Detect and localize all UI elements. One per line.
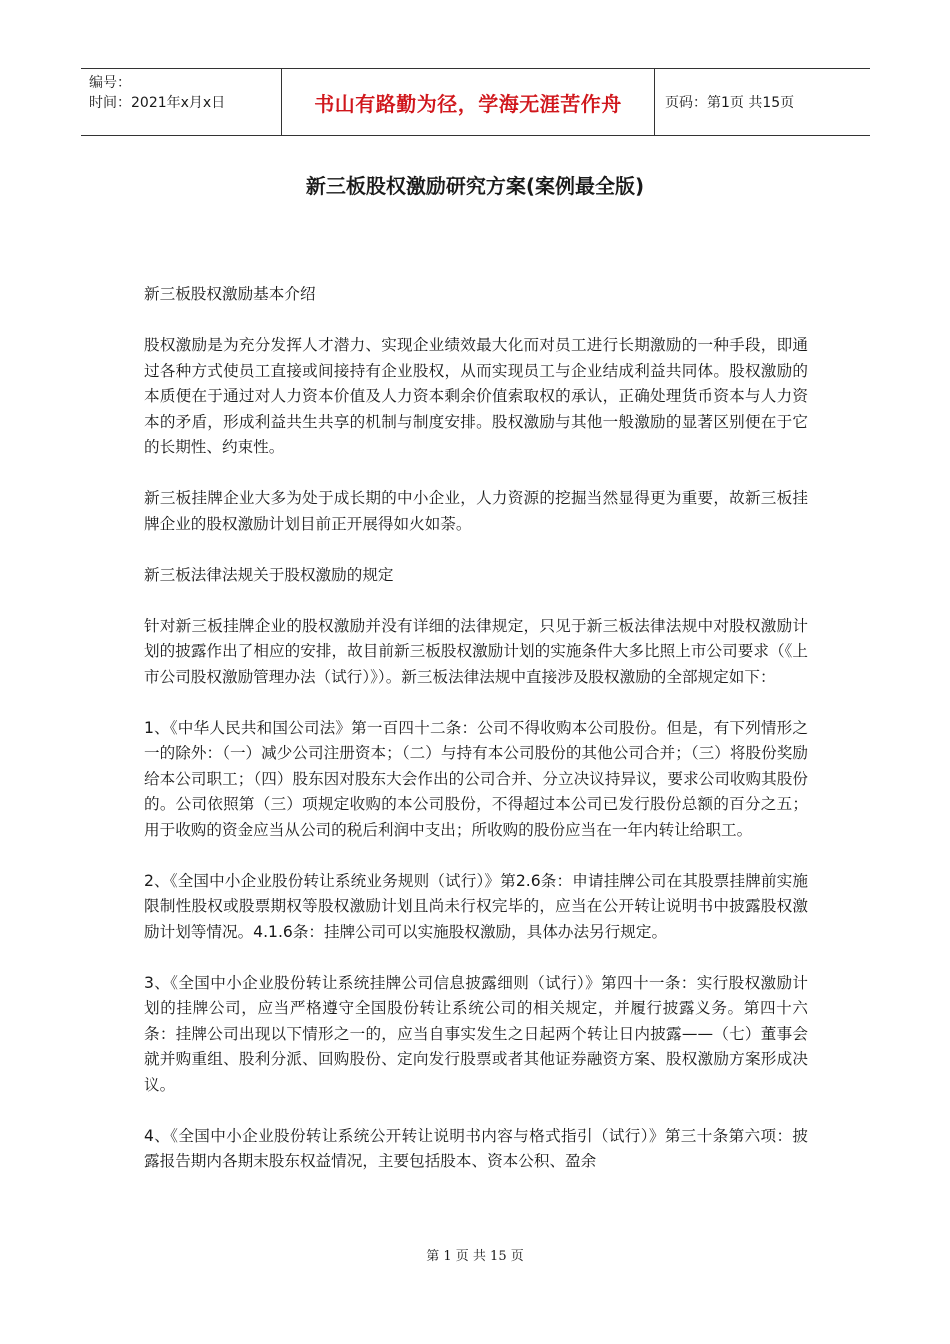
- header-meta: [81, 69, 281, 135]
- paragraph: 2、《全国中小企业股份转让系统业务规则（试行）》第2.6条：申请挂牌公司在其股票挂牌前实施限制性股权或股票期权等股权激励计划且尚未行权完毕的，应当在公开转让说明书中披露股权激励计划等情况。4.1.6条：挂牌公司可以实施股权激励，具体办法另行规定。: [144, 871, 808, 941]
- header-page-info: 页码：第1页 共15页: [665, 95, 795, 111]
- page-footer: 第 1 页 共 15 页: [426, 1249, 524, 1264]
- paragraph: 股权激励是为充分发挥人才潜力、实现企业绩效最大化而对员工进行长期激励的一种手段，即通过各种方式使员工直接或间接持有企业股权，从而实现员工与企业结成利益共同体。股权激励的本质便在于通过对人力资本价值及人力资本剩余价值索取权的承认，正确处理货币资本与人力资本的矛盾，形成利益共生共享的机制与制度安排。股权激励与其他一般激励的显著区别便在于它的长期性、约束性。: [144, 336, 808, 456]
- number-label: 编号：: [89, 75, 131, 91]
- paragraph: 3、《全国中小企业股份转让系统挂牌公司信息披露细则（试行）》第四十一条：实行股权激励计划的挂牌公司，应当严格遵守全国股份转让系统公司的相关规定，并履行披露义务。第四十六条：挂牌公司出现以下情形之一的，应当自事实发生之日起两个转让日内披露——（七）董事会就并购重组、股利分派、回购股份、定向发行股票或者其他证券融资方案、股权激励方案形成决议。: [144, 973, 808, 1094]
- header-table: [81, 68, 870, 136]
- section-heading: 新三板股权激励基本介绍: [144, 285, 316, 303]
- date-label: 时间：2021年x月x日: [89, 95, 226, 111]
- document-title: 新三板股权激励研究方案(案例最全版): [305, 174, 645, 198]
- header-motto: 书山有路勤为径，学海无涯苦作舟: [281, 69, 655, 135]
- document-body: [144, 282, 808, 1200]
- section-heading: 新三板法律法规关于股权激励的规定: [144, 565, 394, 584]
- paragraph: 1、《中华人民共和国公司法》第一百四十二条：公司不得收购本公司股份。但是，有下列情形之一的除外：（一）减少公司注册资本；（二）与持有本公司股份的其他公司合并；（三）将股份奖励给本公司职工；（四）股东因对股东大会作出的公司合并、分立决议持异议，要求公司收购其股份的。公司依照第（三）项规定收购的本公司股份，不得超过本公司已发行股份总额的百分之五；用于收购的资金应当从公司的税后利润中支出；所收购的股份应当在一年内转让给职工。: [144, 718, 808, 839]
- paragraph: 针对新三板挂牌企业的股权激励并没有详细的法律规定，只见于新三板法律法规中对股权激励计划的披露作出了相应的安排，故目前新三板股权激励计划的实施条件大多比照上市公司要求（《上市公司股权激励管理办法（试行）》）。新三板法律法规中直接涉及股权激励的全部规定如下：: [144, 616, 808, 686]
- paragraph: 4、《全国中小企业股份转让系统公开转让说明书内容与格式指引（试行）》第三十条第六项：披露报告期内各期末股东权益情况，主要包括股本、资本公积、盈余: [144, 1126, 808, 1170]
- paragraph: 新三板挂牌企业大多为处于成长期的中小企业，人力资源的挖掘当然显得更为重要，故新三板挂牌企业的股权激励计划目前正开展得如火如荼。: [144, 489, 808, 533]
